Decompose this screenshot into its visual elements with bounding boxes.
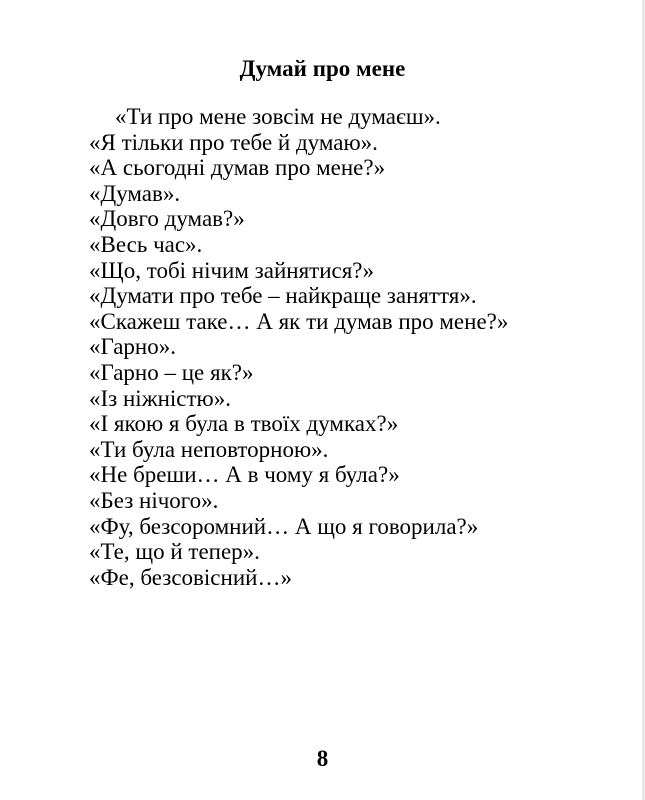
poem-line: «Я тільки про тебе й думаю». <box>89 129 378 155</box>
poem-line: «Фе, безсовісний…» <box>89 564 292 590</box>
poem-line: «Без нічого». <box>89 487 219 513</box>
poem-title: Думай про мене <box>239 56 406 81</box>
poem-line: «Весь час». <box>89 231 203 257</box>
poem-line: «Ти була неповторною». <box>89 436 329 462</box>
poem-line: «Думав». <box>89 180 181 206</box>
poem-line: «Ти про мене зовсім не думаєш». <box>115 104 441 129</box>
poem-line: «Гарно». <box>89 334 176 360</box>
poem-line: «Із ніжністю». <box>89 385 231 411</box>
poem-line: «А сьогодні думав про мене?» <box>89 155 386 181</box>
poem-line: «Скажеш таке… А як ти думав про мене?» <box>89 308 509 334</box>
poem-body <box>89 104 508 590</box>
poem-line: «Те, що й тепер». <box>89 539 260 565</box>
poem-line: «Що, тобі нічим зайнятися?» <box>89 257 375 283</box>
poem-line: «Довго думав?» <box>89 206 245 232</box>
poem-line: «І якою я була в твоїх думках?» <box>89 411 399 437</box>
page-number: 8 <box>316 746 329 771</box>
poem-line: «Не бреши… А в чому я була?» <box>89 462 400 488</box>
poem-line: «Фу, безсоромний… А що я говорила?» <box>89 513 479 539</box>
poem-line: «Гарно – це як?» <box>89 359 254 385</box>
poem-line: «Думати про тебе – найкраще заняття». <box>89 283 477 309</box>
